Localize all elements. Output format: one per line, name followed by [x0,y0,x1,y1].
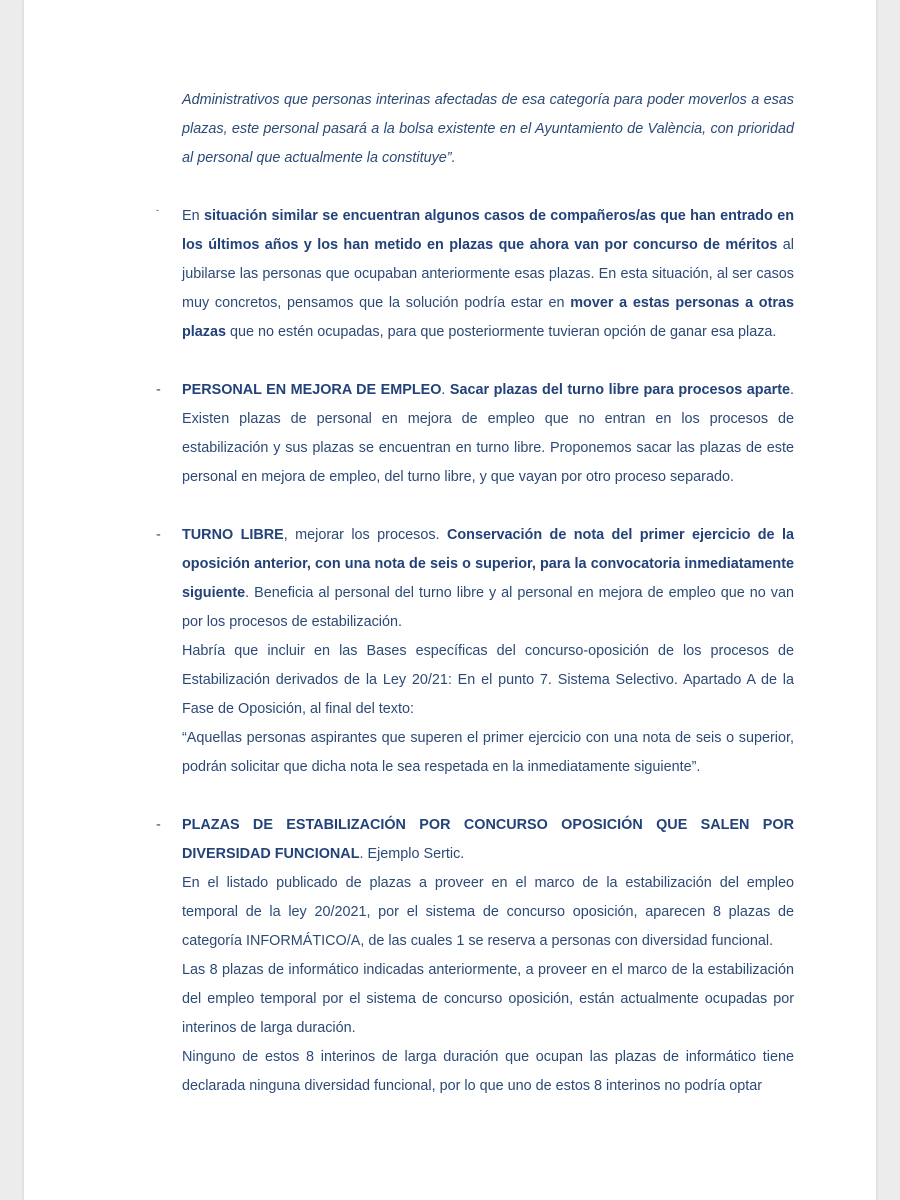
item-text: . [441,382,450,398]
item-heading: PERSONAL EN MEJORA DE EMPLEO [182,382,442,398]
list-item-diversidad-funcional [156,811,794,869]
item-bold-text: mover a estas personas a otras plazas [182,295,794,340]
turno-libre-quote-paragraph: “Aquellas personas aspirantes que superen el primer ejercicio con una nota de seis o superior, podrán solicitar que dicha nota le sea respetada en la inmediatamente siguiente”. [182,730,794,775]
item-text: En [182,208,204,224]
diversidad-listado-paragraph: En el listado publicado de plazas a proveer en el marco de la estabilización del empleo temporal de la ley 20/2021, por el sistema de concurso oposición, aparecen 8 plazas de categoría INFORMÁTICO/A, de las cuales 1 se reserva a personas con diversidad funcional. [182,875,794,949]
item-text: , mejorar los procesos. [283,527,447,543]
bullet-marker: - [156,205,159,215]
diversidad-plazas-paragraph: Las 8 plazas de informático indicadas anteriormente, a proveer en el marco de la estabilización del empleo temporal por el sistema de concurso oposición, están actualmente ocupadas por interinos de larga duración. [182,962,794,1036]
item-text: al jubilarse las personas que ocupaban anteriormente esas plazas. En esta situación, al ser casos muy concretos, pensamos que la solución podría estar en [182,237,794,311]
quote-paragraph: Administrativos que personas interinas afectadas de esa categoría para poder moverlos a esas plazas, este personal pasará a la bolsa existente en el Ayuntamiento de València, con prioridad al personal que actualmente la constituye”. [182,92,794,166]
bullet-marker: - [156,382,161,398]
item-text: que no estén ocupadas, para que posteriormente tuvieran opción de ganar esa plaza. [226,324,777,340]
list-item-mejora-empleo [156,376,794,492]
item-text: . Ejemplo Sertic. [359,846,465,862]
item-text: . Beneficia al personal del turno libre y al personal en mejora de empleo que no van por los procesos de estabilización. [182,585,794,630]
document-body [156,86,794,1101]
item-bold-text: Conservación de nota del primer ejercicio de la oposición anterior, con una nota de seis o superior, para la convocatoria inmediatamente siguiente [182,527,794,601]
bullet-marker: - [156,527,161,543]
item-heading: PLAZAS DE ESTABILIZACIÓN POR CONCURSO OPOSICIÓN QUE SALEN POR DIVERSIDAD FUNCIONAL [182,817,794,862]
item-bold-text: situación similar se encuentran algunos casos de compañeros/as que han entrado en los últimos años y los han metido en plazas que ahora van por concurso de méritos [182,208,794,253]
list-item-turno-libre [156,521,794,637]
item-text: . Existen plazas de personal en mejora de empleo que no entran en los procesos de estabilización y sus plazas se encuentran en turno libre. Proponemos sacar las plazas de este personal en mejora de empleo, del turno libre, y que vayan por otro proceso separado. [182,382,794,485]
bullet-marker: - [156,817,161,833]
item-heading: TURNO LIBRE [182,527,284,543]
list-item-similar-situation [156,202,794,347]
document-page [24,0,876,1200]
item-bold-text: Sacar plazas del turno libre para procesos aparte [449,382,790,398]
turno-libre-bases-paragraph: Habría que incluir en las Bases específicas del concurso-oposición de los procesos de Estabilización derivados de la Ley 20/21: En el punto 7. Sistema Selectivo. Apartado A de la Fase de Oposición, al final del texto: [182,643,794,717]
diversidad-interinos-paragraph: Ninguno de estos 8 interinos de larga duración que ocupan las plazas de informático tiene declarada ninguna diversidad funcional, por lo que uno de estos 8 interinos no podría optar [182,1049,794,1094]
